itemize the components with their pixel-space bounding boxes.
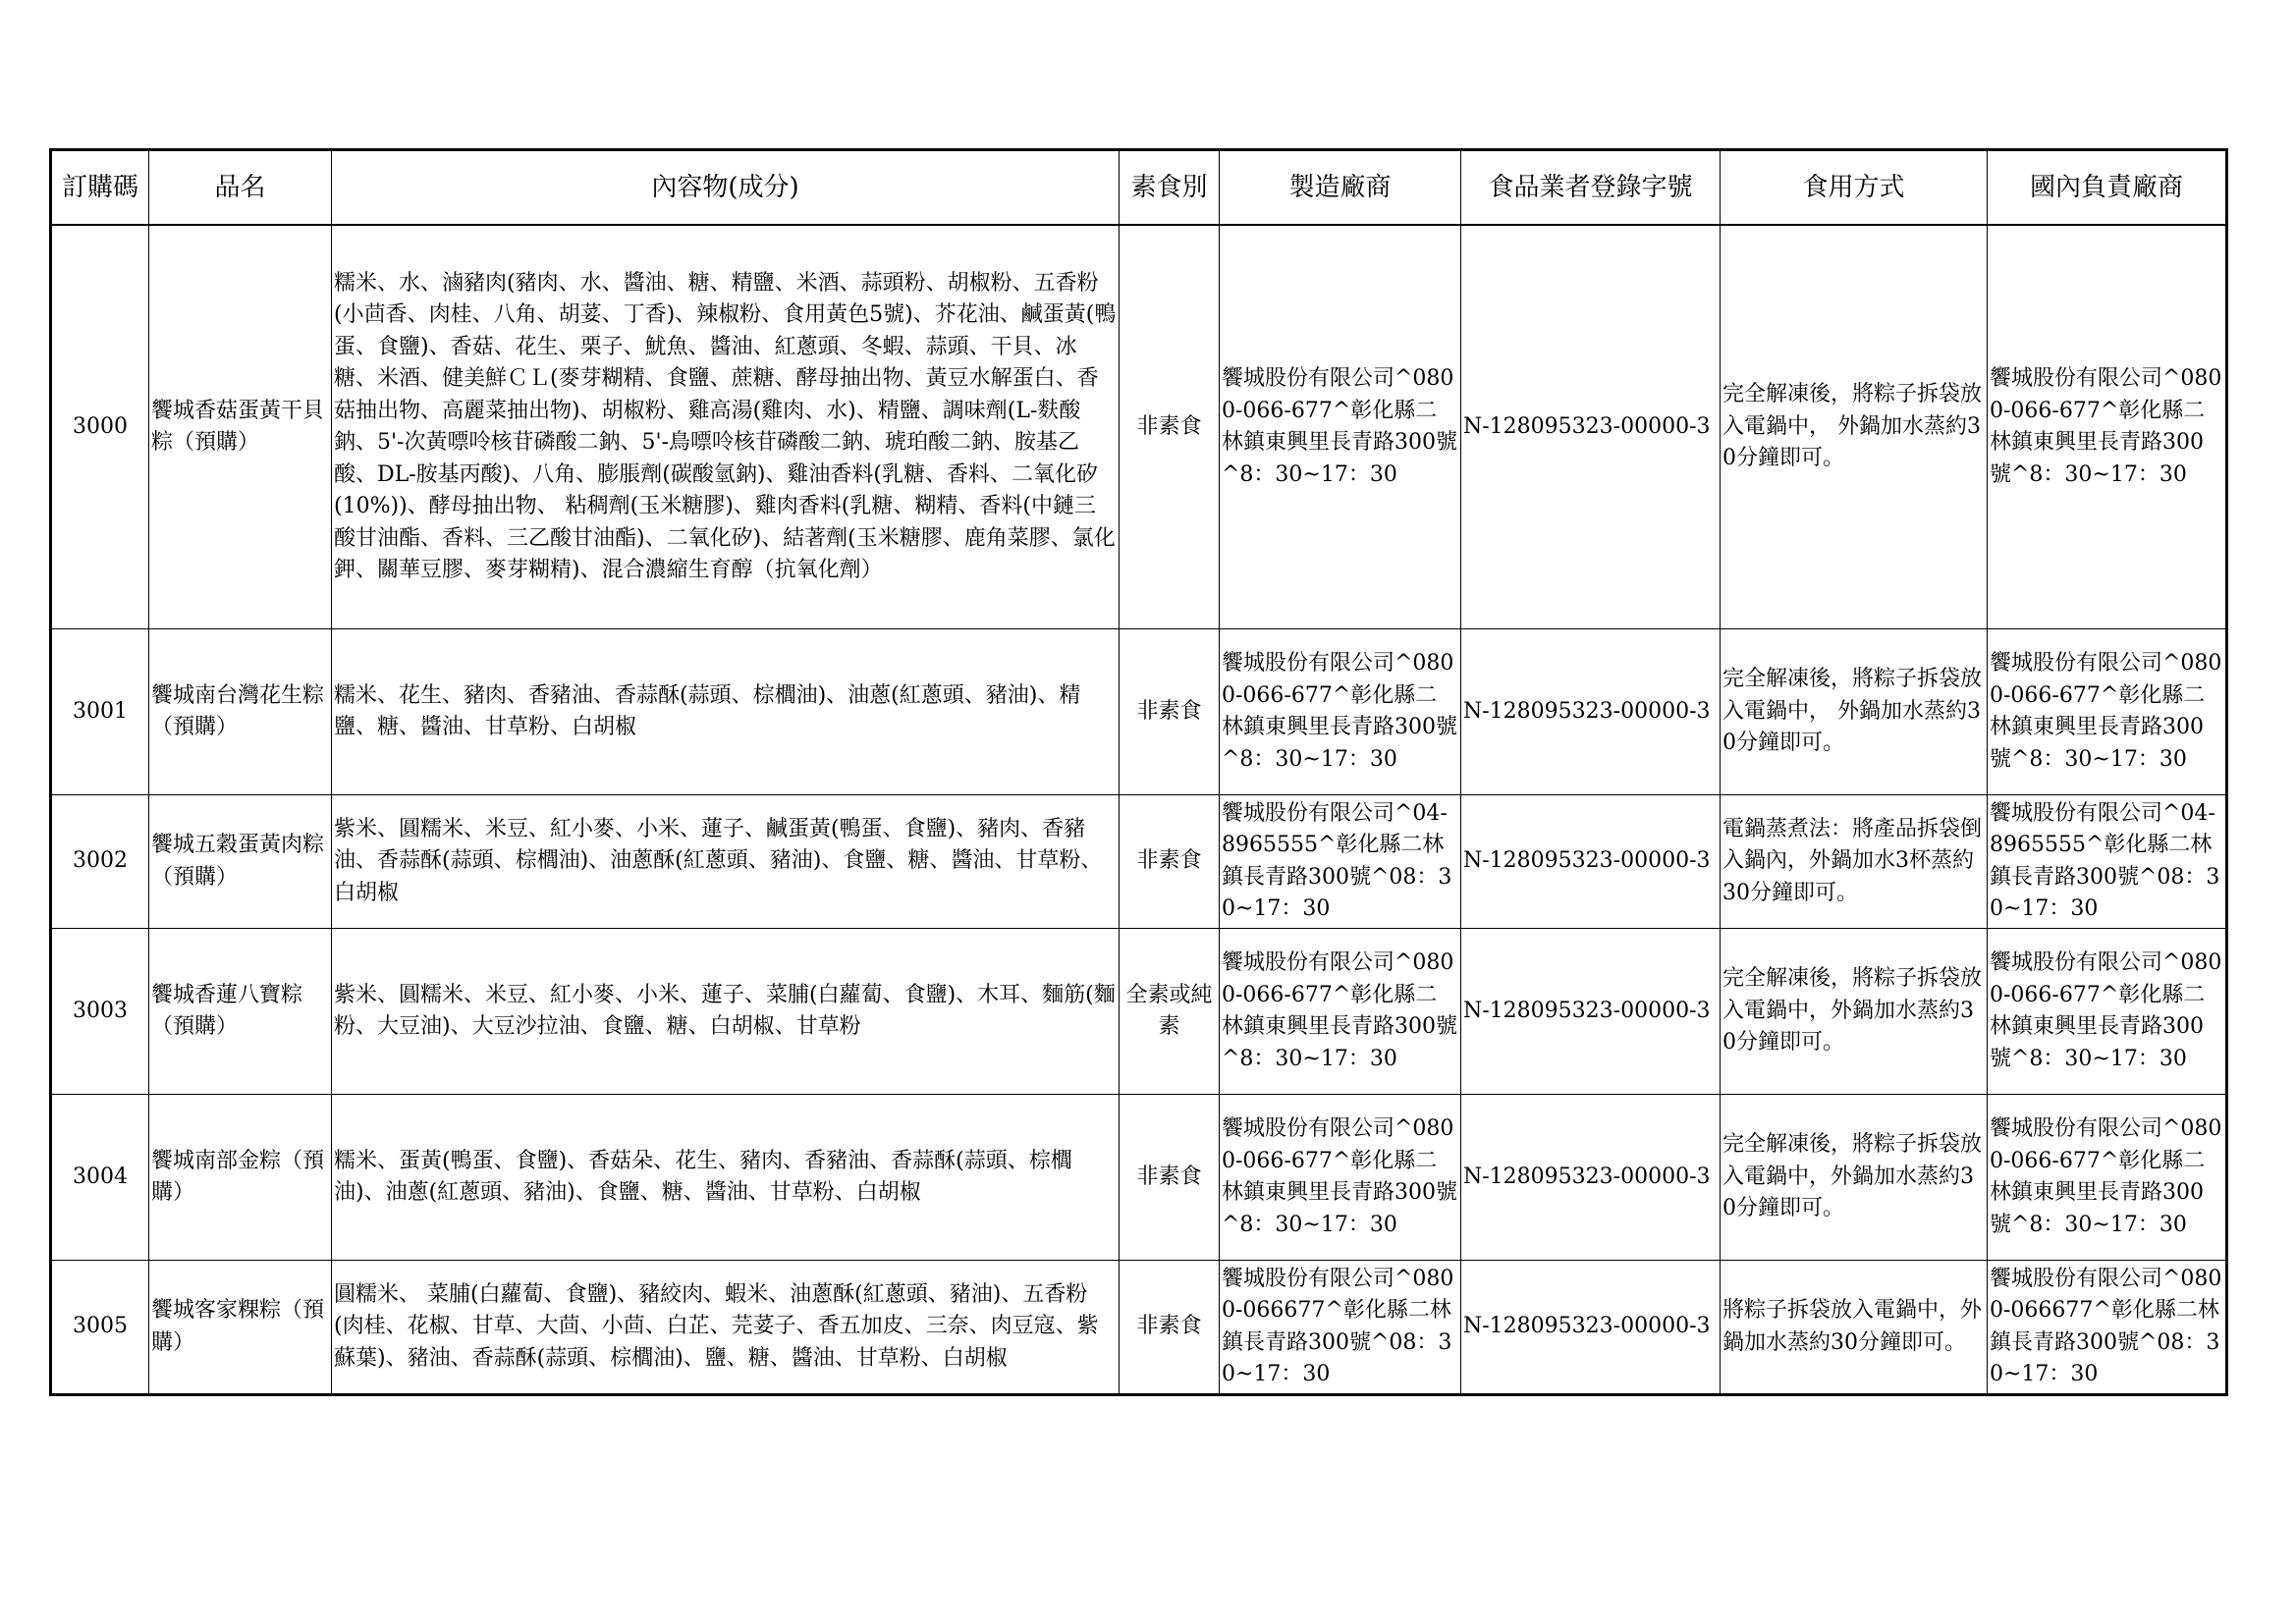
cell-distributor: 饗城股份有限公司^0800-066-677^彰化縣二林鎮東興里長青路300號^8：30~17：30 — [1988, 225, 2227, 629]
cell-ingredients: 紫米、圓糯米、米豆、紅小麥、小米、蓮子、鹹蛋黃(鴨蛋、食鹽)、豬肉、香豬油、香蒜酥(蒜頭、棕櫚油)、油蔥酥(紅蔥頭、豬油)、食鹽、糖、醬油、甘草粉、白胡椒 — [332, 795, 1120, 929]
cell-code: 3003 — [51, 929, 149, 1095]
cell-code: 3004 — [51, 1095, 149, 1261]
cell-ingredients: 圓糯米、 菜脯(白蘿蔔、食鹽)、豬絞肉、蝦米、油蔥酥(紅蔥頭、豬油)、五香粉(肉桂、花椒、甘草、大茴、小茴、白芷、芫荽子、香五加皮、三奈、肉豆寇、紫蘇葉)、豬油、香蒜酥(蒜頭、棕櫚油)、鹽、糖、醬油、甘草粉、白胡椒 — [332, 1261, 1120, 1395]
cell-usage: 完全解凍後，將粽子拆袋放入電鍋中，外鍋加水蒸約30分鐘即可。 — [1721, 929, 1988, 1095]
header-manufacturer: 製造廠商 — [1220, 150, 1461, 226]
cell-manufacturer: 饗城股份有限公司^0800-066677^彰化縣二林鎮長青路300號^08：30~17：30 — [1220, 1261, 1461, 1395]
cell-ingredients: 糯米、水、滷豬肉(豬肉、水、醬油、糖、精鹽、米酒、蒜頭粉、胡椒粉、五香粉(小茴香、肉桂、八角、胡荽、丁香)、辣椒粉、食用黃色5號)、芥花油、鹹蛋黃(鴨蛋、食鹽)、香菇、花生、栗子、魷魚、醬油、紅蔥頭、冬蝦、蒜頭、干貝、冰糖、米酒、健美鮮ＣＬ(麥芽糊精、食鹽、蔗糖、酵母抽出物、黃豆水解蛋白、香菇抽出物、高麗菜抽出物)、胡椒粉、雞高湯(雞肉、水)、精鹽、調味劑(L-麩酸鈉、5'-次黃嘌呤核苷磷酸二鈉、5'-鳥嘌呤核苷磷酸二鈉、琥珀酸二鈉、胺基乙酸、DL-胺基丙酸)、八角、膨脹劑(碳酸氫鈉)、雞油香料(乳糖、香料、二氧化矽(10%))、酵母抽出物、 粘稠劑(玉米糖膠)、雞肉香料(乳糖、糊精、香料(中鏈三酸甘油酯、香料、三乙酸甘油酯)、二氧化矽)、結著劑(玉米糖膠、鹿角菜膠、氯化鉀、關華豆膠、麥芽糊精)、混合濃縮生育醇（抗氧化劑） — [332, 225, 1120, 629]
cell-registration: N-128095323-00000-3 — [1461, 795, 1721, 929]
table-row — [51, 929, 2227, 1095]
cell-manufacturer: 饗城股份有限公司^04-8965555^彰化縣二林鎮長青路300號^08：30~17：30 — [1220, 795, 1461, 929]
cell-code: 3005 — [51, 1261, 149, 1395]
cell-registration: N-128095323-00000-3 — [1461, 1261, 1721, 1395]
cell-manufacturer: 饗城股份有限公司^0800-066-677^彰化縣二林鎮東興里長青路300號^8：30~17：30 — [1220, 629, 1461, 795]
cell-manufacturer: 饗城股份有限公司^0800-066-677^彰化縣二林鎮東興里長青路300號^8：30~17：30 — [1220, 929, 1461, 1095]
cell-registration: N-128095323-00000-3 — [1461, 629, 1721, 795]
cell-distributor: 饗城股份有限公司^0800-066-677^彰化縣二林鎮東興里長青路300號^8：30~17：30 — [1988, 629, 2227, 795]
cell-vegetarian: 非素食 — [1120, 1095, 1220, 1261]
cell-distributor: 饗城股份有限公司^0800-066677^彰化縣二林鎮長青路300號^08：30~17：30 — [1988, 1261, 2227, 1395]
cell-registration: N-128095323-00000-3 — [1461, 1095, 1721, 1261]
cell-usage: 完全解凍後，將粽子拆袋放入電鍋中， 外鍋加水蒸約30分鐘即可。 — [1721, 629, 1988, 795]
cell-ingredients: 糯米、蛋黃(鴨蛋、食鹽)、香菇朵、花生、豬肉、香豬油、香蒜酥(蒜頭、棕櫚油)、油蔥(紅蔥頭、豬油)、食鹽、糖、醬油、甘草粉、白胡椒 — [332, 1095, 1120, 1261]
cell-name: 饗城南部金粽（預購） — [149, 1095, 332, 1261]
cell-usage: 完全解凍後，將粽子拆袋放入電鍋中， 外鍋加水蒸約30分鐘即可。 — [1721, 225, 1988, 629]
cell-name: 饗城客家粿粽（預購） — [149, 1261, 332, 1395]
cell-name: 饗城南台灣花生粽（預購） — [149, 629, 332, 795]
table-row — [51, 1095, 2227, 1261]
cell-distributor: 饗城股份有限公司^0800-066-677^彰化縣二林鎮東興里長青路300號^8：30~17：30 — [1988, 1095, 2227, 1261]
cell-manufacturer: 饗城股份有限公司^0800-066-677^彰化縣二林鎮東興里長青路300號^8：30~17：30 — [1220, 1095, 1461, 1261]
cell-distributor: 饗城股份有限公司^0800-066-677^彰化縣二林鎮東興里長青路300號^8：30~17：30 — [1988, 929, 2227, 1095]
cell-vegetarian: 全素或純素 — [1120, 929, 1220, 1095]
cell-usage: 電鍋蒸煮法：將產品拆袋倒入鍋內，外鍋加水3杯蒸約30分鐘即可。 — [1721, 795, 1988, 929]
cell-ingredients: 糯米、花生、豬肉、香豬油、香蒜酥(蒜頭、棕櫚油)、油蔥(紅蔥頭、豬油)、精鹽、糖、醬油、甘草粉、白胡椒 — [332, 629, 1120, 795]
cell-usage: 將粽子拆袋放入電鍋中，外鍋加水蒸約30分鐘即可。 — [1721, 1261, 1988, 1395]
table-row — [51, 225, 2227, 629]
cell-vegetarian: 非素食 — [1120, 1261, 1220, 1395]
cell-name: 饗城香菇蛋黃干貝粽（預購） — [149, 225, 332, 629]
cell-code: 3001 — [51, 629, 149, 795]
cell-code: 3000 — [51, 225, 149, 629]
cell-manufacturer: 饗城股份有限公司^0800-066-677^彰化縣二林鎮東興里長青路300號^8：30~17：30 — [1220, 225, 1461, 629]
header-registration: 食品業者登錄字號 — [1461, 150, 1721, 226]
cell-vegetarian: 非素食 — [1120, 795, 1220, 929]
cell-usage: 完全解凍後，將粽子拆袋放入電鍋中，外鍋加水蒸約30分鐘即可。 — [1721, 1095, 1988, 1261]
header-vegetarian: 素食別 — [1120, 150, 1220, 226]
header-row — [51, 150, 2227, 226]
table-row — [51, 795, 2227, 929]
header-usage: 食用方式 — [1721, 150, 1988, 226]
cell-code: 3002 — [51, 795, 149, 929]
table-row — [51, 629, 2227, 795]
cell-distributor: 饗城股份有限公司^04-8965555^彰化縣二林鎮長青路300號^08：30~17：30 — [1988, 795, 2227, 929]
cell-name: 饗城香蓮八寶粽（預購） — [149, 929, 332, 1095]
header-code: 訂購碼 — [51, 150, 149, 226]
header-name: 品名 — [149, 150, 332, 226]
table-row — [51, 1261, 2227, 1395]
cell-registration: N-128095323-00000-3 — [1461, 225, 1721, 629]
header-ingredients: 內容物(成分) — [332, 150, 1120, 226]
product-table — [49, 148, 2228, 1396]
cell-name: 饗城五穀蛋黃肉粽（預購） — [149, 795, 332, 929]
header-distributor: 國內負責廠商 — [1988, 150, 2227, 226]
cell-vegetarian: 非素食 — [1120, 225, 1220, 629]
cell-vegetarian: 非素食 — [1120, 629, 1220, 795]
cell-registration: N-128095323-00000-3 — [1461, 929, 1721, 1095]
cell-ingredients: 紫米、圓糯米、米豆、紅小麥、小米、蓮子、菜脯(白蘿蔔、食鹽)、木耳、麵筋(麵粉、大豆油)、大豆沙拉油、食鹽、糖、白胡椒、甘草粉 — [332, 929, 1120, 1095]
